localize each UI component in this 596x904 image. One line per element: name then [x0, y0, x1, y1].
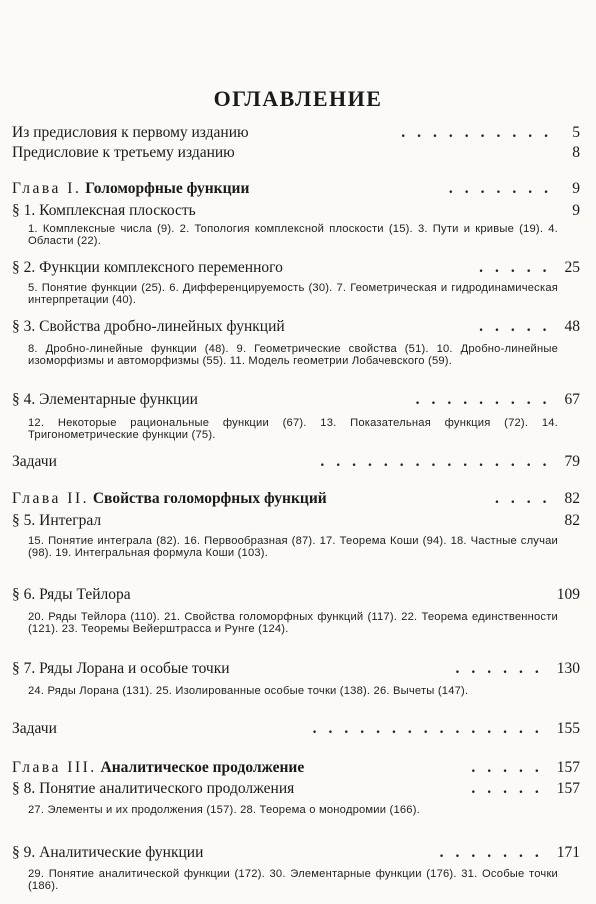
leader-dots: .....: [479, 318, 559, 335]
toc-chapter-label: [12, 180, 249, 198]
toc-page-number: 157: [556, 759, 580, 776]
toc-page-number: 157: [556, 780, 580, 797]
toc-entry-label: § 8. Понятие аналитического продолжения: [12, 780, 295, 797]
toc-chapter[interactable]: [12, 180, 580, 198]
page-title: ОГЛАВЛЕНИЕ: [213, 86, 383, 111]
leader-dots: ...............: [312, 720, 551, 737]
toc-entry-label: Задачи: [12, 453, 57, 470]
toc-chapter-label: [12, 759, 304, 777]
leader-dots: .......: [439, 844, 551, 861]
toc-page-number: 5: [572, 124, 580, 141]
leader-dots: ...............: [320, 453, 559, 470]
toc-page-number: 82: [564, 490, 580, 507]
toc-entry-label: § 6. Ряды Тейлора: [12, 586, 131, 603]
toc-entry-label: Из предисловия к первому изданию: [12, 124, 249, 141]
leader-dots: .....: [479, 259, 559, 276]
toc-entry-label: Предисловие к третьему изданию: [12, 144, 235, 161]
toc-section[interactable]: [12, 780, 580, 798]
toc-subsections: 27. Элементы и их продолжения (157). 28. Теорема о монодромии (166).: [28, 804, 420, 816]
toc-section[interactable]: [12, 202, 580, 220]
toc-subsections: 5. Понятие функции (25). 6. Дифференцируемость (30). 7. Геометрическая и гидродинамическая интерпретации (40).: [28, 282, 558, 306]
leader-dots: .........: [415, 391, 559, 408]
toc-section[interactable]: [12, 259, 580, 277]
toc-page-number: 25: [564, 259, 580, 276]
leader-dots: ..........: [401, 124, 560, 141]
toc-entry-label: § 1. Комплексная плоскость: [12, 202, 196, 219]
toc-page-number: 48: [564, 318, 580, 335]
toc-section[interactable]: [12, 512, 580, 530]
toc-chapter[interactable]: [12, 490, 580, 508]
toc-subsections: 20. Ряды Тейлора (110). 21. Свойства голоморфных функций (117). 22. Теорема единственности (121). 23. Теоремы Вейерштрасса и Рунге (124).: [28, 611, 558, 635]
toc-chapter[interactable]: [12, 759, 580, 777]
toc-subsections: 1. Комплексные числа (9). 2. Топология комплексной плоскости (15). 3. Пути и кривые (19). 4. Области (22).: [28, 223, 558, 247]
toc-entry[interactable]: [12, 124, 580, 142]
toc-page-number: 67: [564, 391, 580, 408]
toc-entry[interactable]: [12, 144, 580, 162]
toc-entry-label: Задачи: [12, 720, 57, 737]
toc-section[interactable]: [12, 844, 580, 862]
toc-page-number: 82: [564, 512, 580, 529]
chapter-number: Глава II.: [12, 490, 89, 507]
leader-dots: ....: [495, 490, 559, 507]
toc-entry-label: § 5. Интеграл: [12, 512, 102, 529]
toc-subsections: 24. Ряды Лорана (131). 25. Изолированные особые точки (138). 26. Вычеты (147).: [28, 685, 469, 697]
toc-page-number: 9: [572, 202, 580, 219]
toc-subsections: 29. Понятие аналитической функции (172). 30. Элементарные функции (176). 31. Особые точки (186).: [28, 868, 558, 892]
toc-entry-label: § 7. Ряды Лорана и особые точки: [12, 660, 230, 677]
toc-entry-label: § 9. Аналитические функции: [12, 844, 204, 861]
leader-dots: .....: [471, 780, 551, 797]
leader-dots: ......: [455, 660, 551, 677]
toc-subsections: 15. Понятие интеграла (82). 16. Первообразная (87). 17. Теорема Коши (94). 18. Частные случаи (98). 19. Интегральная формула Коши (103).: [28, 535, 558, 559]
chapter-title: Свойства голоморфных функций: [92, 490, 327, 507]
toc-chapter-label: [12, 490, 327, 508]
toc-page-number: 79: [564, 453, 580, 470]
leader-dots: .......: [448, 180, 560, 197]
toc-page-number: 9: [572, 180, 580, 197]
chapter-number: Глава III.: [12, 759, 97, 776]
toc-page-number: 8: [572, 144, 580, 161]
toc-subsections: 8. Дробно-линейные функции (48). 9. Геометрические свойства (51). 10. Дробно-линейные изоморфизмы и автоморфизмы (55). 11. Модель геометрии Лобачевского (59).: [28, 343, 558, 367]
toc-entry[interactable]: [12, 720, 580, 738]
toc-entry-label: § 4. Элементарные функции: [12, 391, 198, 408]
toc-entry-label: § 2. Функции комплексного переменного: [12, 259, 283, 276]
chapter-title: Аналитическое продолжение: [100, 759, 305, 776]
toc-section[interactable]: [12, 391, 580, 409]
leader-dots: .....: [471, 759, 551, 776]
toc-page-number: 130: [556, 660, 580, 677]
toc-entry[interactable]: [12, 453, 580, 471]
toc-subsections: 12. Некоторые рациональные функции (67). 13. Показательная функция (72). 14. Тригонометрические функции (75).: [28, 417, 558, 441]
chapter-title: Голоморфные функции: [85, 180, 250, 197]
toc-entry-label: § 3. Свойства дробно-линейных функций: [12, 318, 285, 335]
toc-page-number: 171: [556, 844, 580, 861]
chapter-number: Глава I.: [12, 180, 82, 197]
toc-section[interactable]: [12, 586, 580, 604]
toc-page-number: 155: [556, 720, 580, 737]
toc-page-number: 109: [556, 586, 580, 603]
toc-section[interactable]: [12, 318, 580, 336]
toc-section[interactable]: [12, 660, 580, 678]
